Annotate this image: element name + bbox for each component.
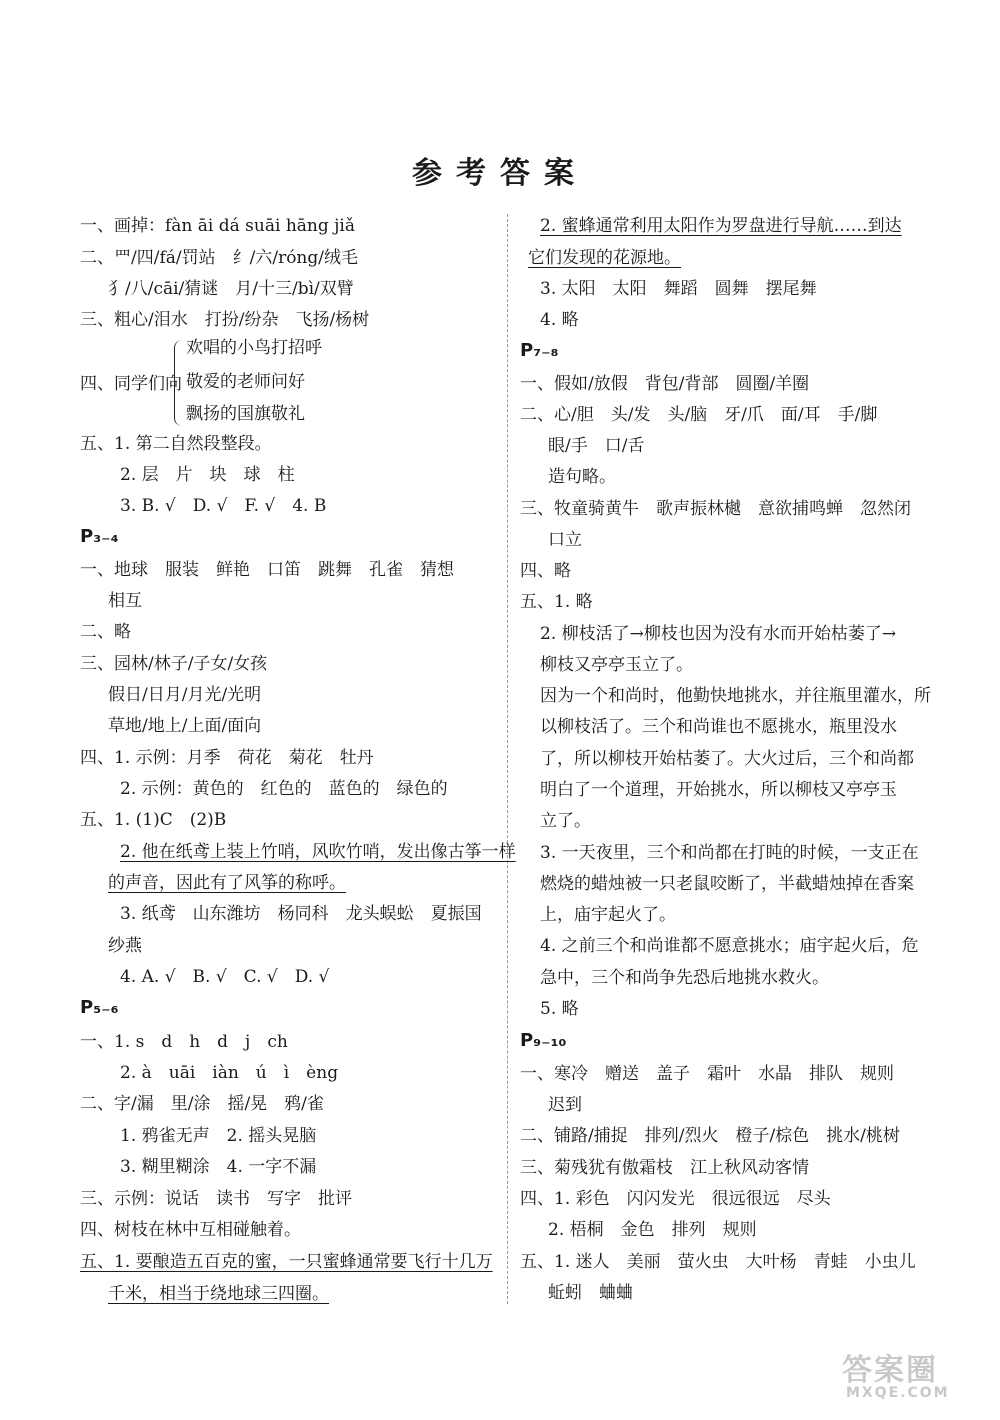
answer-line: 2. 示例：黄色的 红色的 蓝色的 绿色的	[120, 779, 448, 799]
answer-line: 一、寒冷 赠送 盖子 霜叶 水晶 排队 规则	[520, 1064, 894, 1084]
answer-line: 纱燕	[108, 936, 142, 956]
answer-line: 四、略	[520, 561, 571, 581]
answer-line: 2. 柳枝活了→柳枝也因为没有水而开始枯萎了→	[540, 624, 897, 644]
answer-line: 三、园林/林子/子女/女孩	[80, 654, 268, 674]
answer-line: 4. A. √ B. √ C. √ D. √	[120, 967, 330, 987]
answer-line: 一、地球 服装 鲜艳 口笛 跳舞 孔雀 猜想	[80, 560, 454, 580]
answer-line: 五、1. 略	[520, 592, 593, 612]
answer-line: 一、假如/放假 背包/背部 圆圈/羊圈	[520, 374, 810, 394]
brace-item: 敬爱的老师问好	[186, 372, 305, 392]
section-heading: P₅₋₆	[80, 997, 119, 1018]
answer-line: 千米，相当于绕地球三四圈。	[108, 1284, 329, 1304]
answer-line: 2. 他在纸鸢上装上竹哨，风吹竹哨，发出像古筝一样	[120, 842, 516, 862]
watermark-text: 答案圈	[842, 1353, 938, 1388]
answer-line: 五、1. 要酿造五百克的蜜，一只蜜蜂通常要飞行十几万	[80, 1252, 493, 1272]
answer-line: 三、牧童骑黄牛 歌声振林樾 意欲捕鸣蝉 忽然闭	[520, 499, 911, 519]
answer-line: 3. 一天夜里，三个和尚都在打盹的时候，一支正在	[540, 843, 919, 863]
answer-line: 二、铺路/捕捉 排列/烈火 橙子/棕色 挑水/桃树	[520, 1126, 900, 1146]
answer-line: 三、菊残犹有傲霜枝 江上秋风动客情	[520, 1158, 809, 1178]
answer-line: 迟到	[548, 1095, 582, 1115]
watermark-url: MXQE.COM	[846, 1385, 950, 1401]
answer-line: 五、1. (1)C (2)B	[80, 810, 227, 830]
answer-line: 草地/地上/上面/面向	[108, 716, 262, 736]
brace-item: 飘扬的国旗敬礼	[186, 404, 305, 424]
answer-line: 造句略。	[548, 467, 616, 487]
answer-line: 急中，三个和尚争先恐后地挑水救火。	[540, 968, 829, 988]
answer-line: 三、粗心/泪水 打扮/纷杂 飞扬/杨树	[80, 310, 370, 330]
answer-line: 燃烧的蜡烛被一只老鼠咬断了，半截蜡烛掉在香案	[540, 874, 914, 894]
answer-line: 四、树枝在林中互相碰触着。	[80, 1220, 301, 1240]
answer-line: 三、示例：说话 读书 写字 批评	[80, 1189, 352, 1209]
answer-line: 二、心/胆 头/发 头/脑 牙/爪 面/耳 手/脚	[520, 405, 878, 425]
section-heading: P₇₋₈	[520, 340, 559, 361]
section-heading: P₉₋₁₀	[520, 1030, 567, 1051]
answer-line: 3. 糊里糊涂 4. 一字不漏	[120, 1157, 317, 1177]
watermark-logo	[820, 1345, 970, 1405]
answer-line: 2. 梧桐 金色 排列 规则	[548, 1220, 757, 1240]
answer-line: 五、1. 迷人 美丽 萤火虫 大叶杨 青蛙 小虫儿	[520, 1252, 916, 1272]
answer-line: 的声音，因此有了风筝的称呼。	[108, 873, 346, 893]
answer-line: 3. 纸鸢 山东潍坊 杨同科 龙头蜈蚣 夏振国	[120, 904, 482, 924]
answer-line: 4. 之前三个和尚谁都不愿意挑水；庙宇起火后，危	[540, 936, 919, 956]
answer-line: 它们发现的花源地。	[528, 248, 681, 268]
answer-line: 2. 层 片 块 球 柱	[120, 465, 295, 485]
answer-line: 立了。	[540, 811, 591, 831]
page-title: 参考答案	[412, 156, 588, 191]
brace-item: 欢唱的小鸟打招呼	[186, 338, 322, 358]
brace-group	[80, 336, 480, 432]
answer-line: 明白了一个道理，开始挑水，所以柳枝又亭亭玉	[540, 780, 897, 800]
answer-line: 2. 蜜蜂通常利用太阳作为罗盘进行导航……到达	[540, 216, 902, 236]
answer-line: 了，所以柳枝开始枯萎了。大火过后，三个和尚都	[540, 749, 914, 769]
answer-line: 3. 太阳 太阳 舞蹈 圆舞 摆尾舞	[540, 279, 817, 299]
answer-line: 柳枝又亭亭玉立了。	[540, 655, 693, 675]
column-divider	[507, 214, 508, 1304]
answer-line: 相互	[108, 591, 142, 611]
answer-line: 5. 略	[540, 999, 579, 1019]
answer-line: 犭/八/cāi/猜谜 月/十三/bì/双臂	[108, 279, 354, 299]
answer-line: 四、1. 示例：月季 荷花 菊花 牡丹	[80, 748, 374, 768]
answer-line: 一、1. s d h d j ch	[80, 1032, 288, 1052]
answer-line: 口立	[548, 530, 582, 550]
answer-line: 二、字/漏 里/涂 摇/晃 鸦/雀	[80, 1094, 324, 1114]
answer-line: 二、略	[80, 622, 131, 642]
answer-line: 蚯蚓 蛐蛐	[548, 1283, 633, 1303]
answer-line: 4. 略	[540, 310, 579, 330]
answer-line: 因为一个和尚时，他勤快地挑水，并往瓶里灌水，所	[540, 686, 931, 706]
answer-line: 四、1. 彩色 闪闪发光 很远很远 尽头	[520, 1189, 831, 1209]
answer-line: 二、罒/四/fá/罚站 纟/六/róng/绒毛	[80, 248, 358, 268]
brace-icon	[174, 340, 185, 426]
answer-line: 上，庙宇起火了。	[540, 905, 676, 925]
answer-line: 1. 鸦雀无声 2. 摇头晃脑	[120, 1126, 317, 1146]
answer-line: 3. B. √ D. √ F. √ 4. B	[120, 496, 327, 516]
answer-line: 2. à uāi iàn ú ì èng	[120, 1063, 339, 1083]
answer-line: 一、画掉：fàn āi dá suāi hāng jiǎ	[80, 216, 355, 236]
answer-line: 以柳枝活了。三个和尚谁也不愿挑水，瓶里没水	[540, 717, 897, 737]
section-heading: P₃₋₄	[80, 526, 119, 547]
answer-line: 眼/手 口/舌	[548, 436, 645, 456]
answer-line: 五、1. 第二自然段整段。	[80, 434, 272, 454]
answer-line: 假日/日月/月光/光明	[108, 685, 262, 705]
brace-label: 四、同学们向	[80, 374, 182, 394]
